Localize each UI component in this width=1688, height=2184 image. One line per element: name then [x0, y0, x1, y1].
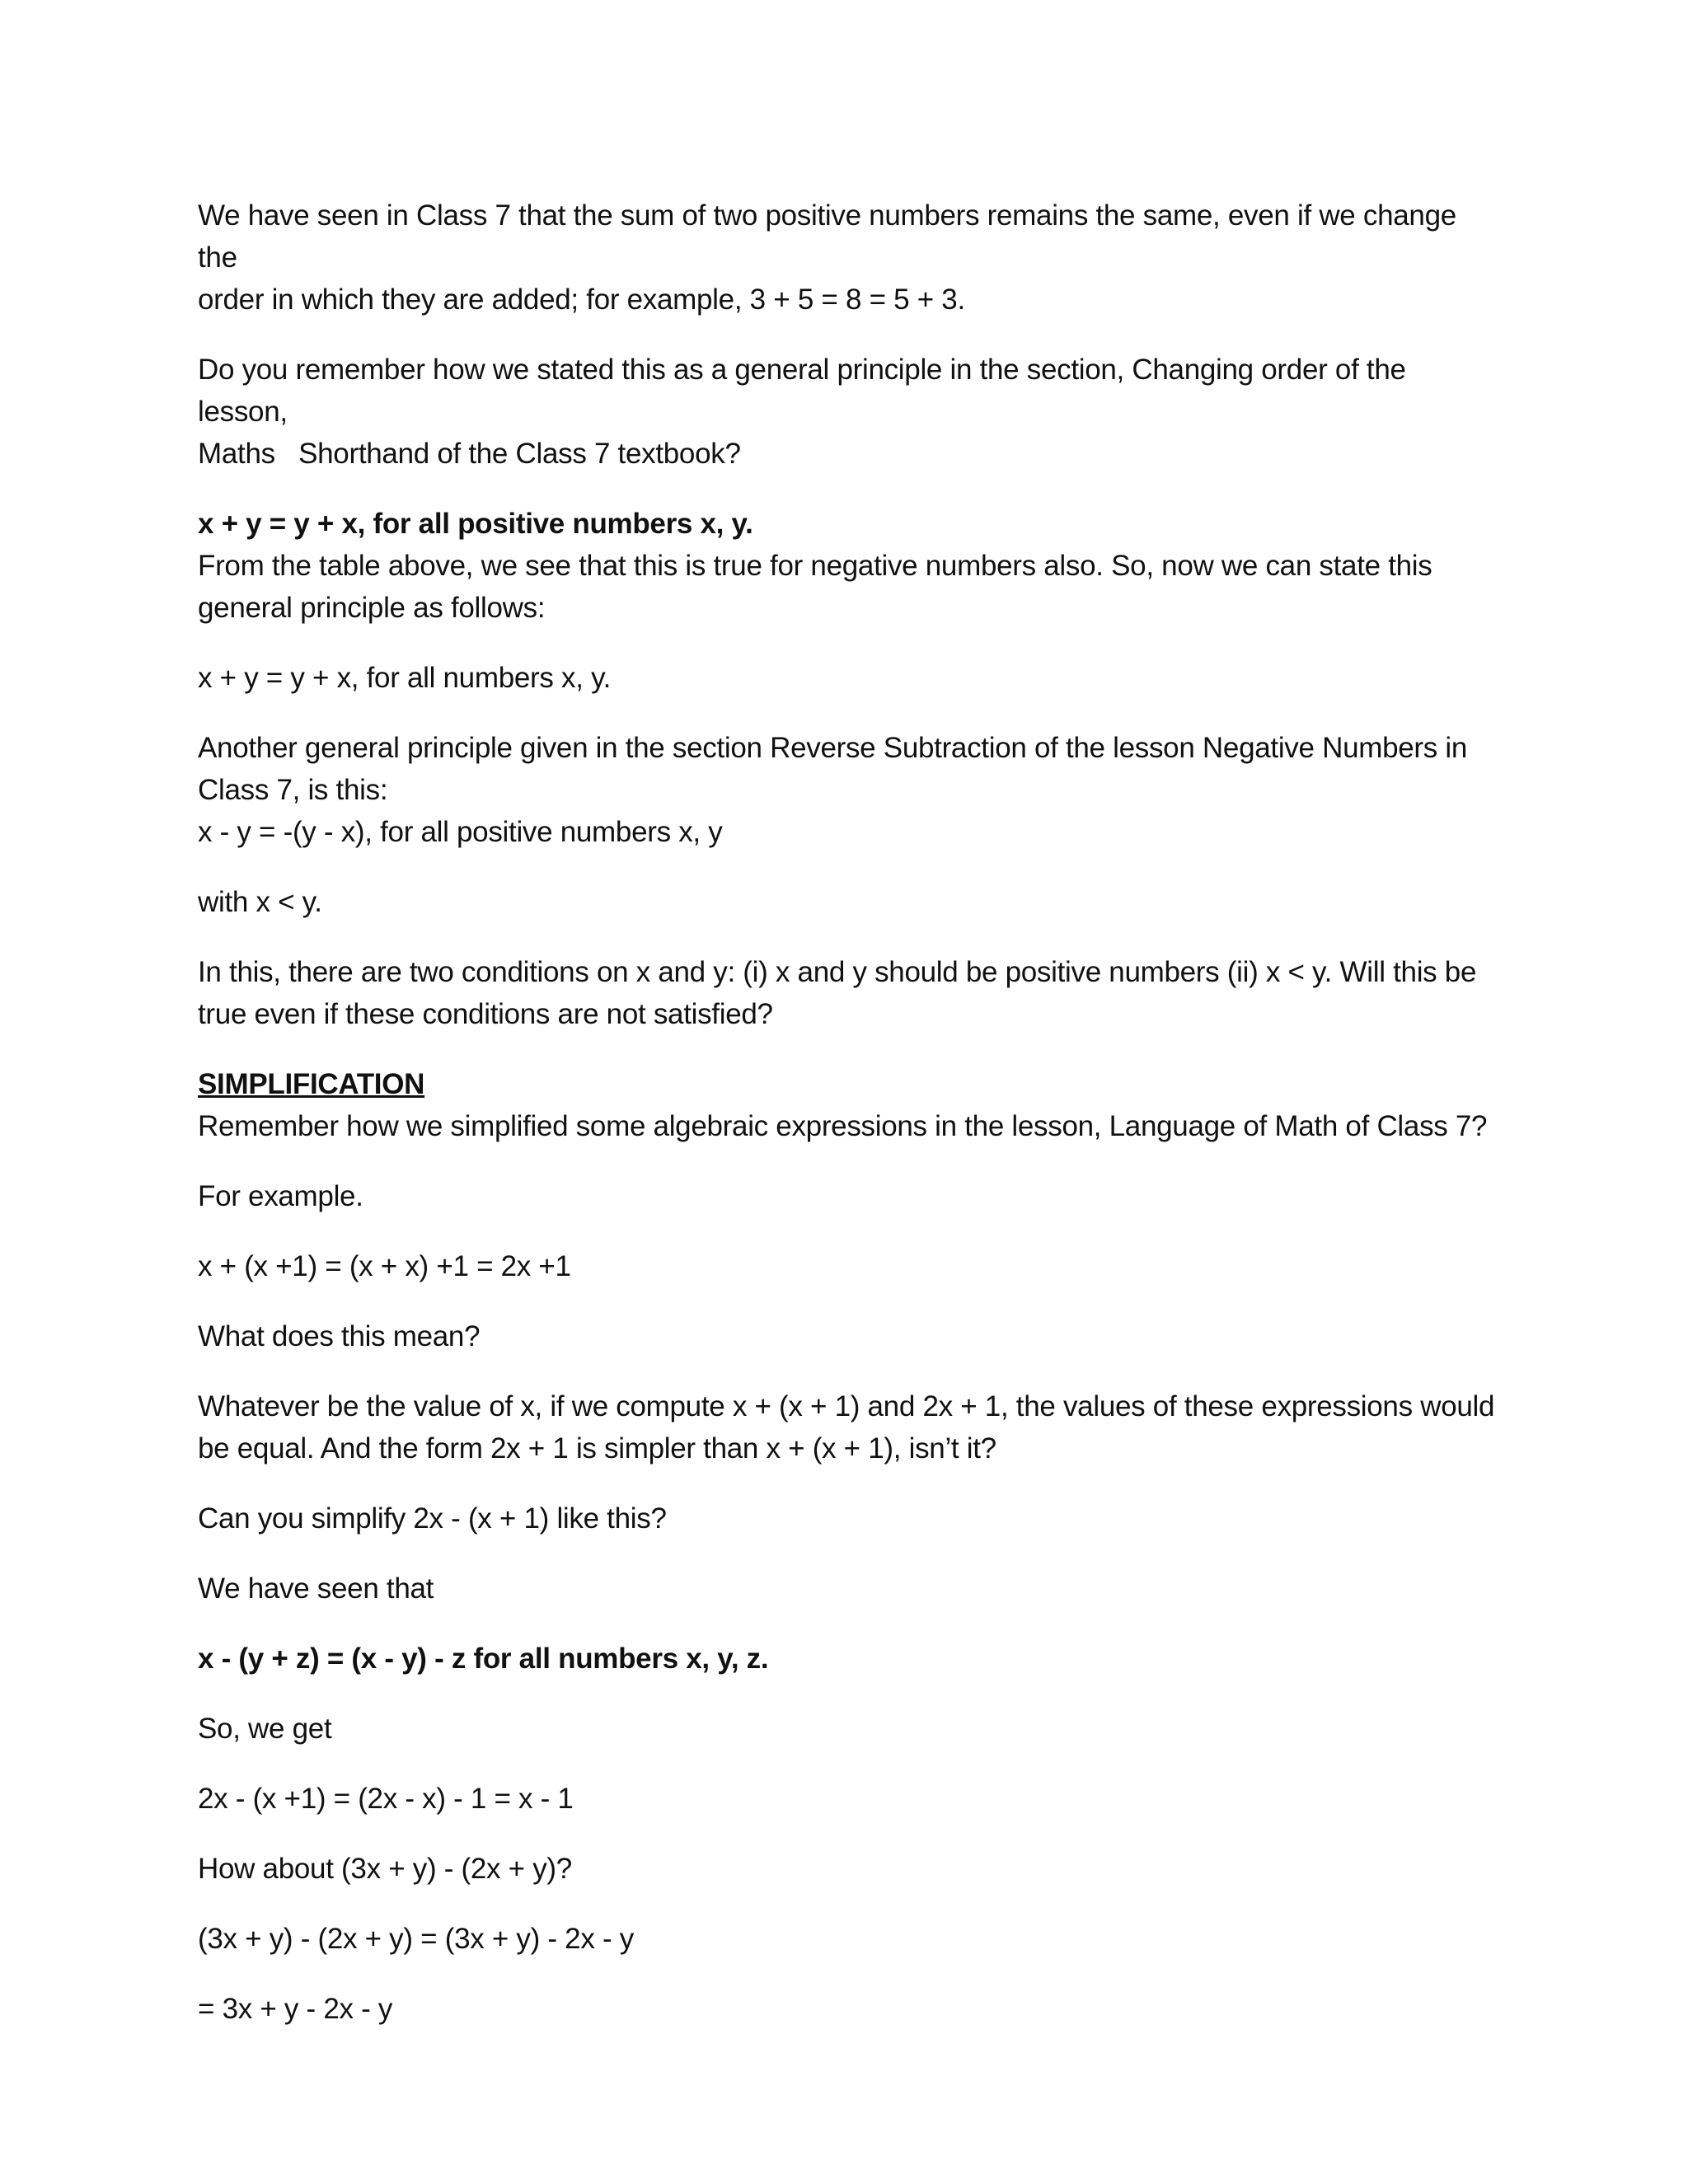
- subtraction-rule: x - (y + z) = (x - y) - z for all numbers x, y, z.: [198, 1643, 769, 1675]
- can-simplify: Can you simplify 2x - (x + 1) like this?: [198, 1502, 667, 1535]
- paragraph-final: [198, 1988, 1500, 2030]
- conditions-line-1: In this, there are two conditions on x and y: (i) x and y should be positive numbers (ii) x < y. Will this be: [198, 956, 1477, 988]
- for-example: For example.: [198, 1180, 363, 1212]
- paragraph-seen-that: [198, 1568, 1500, 1610]
- expansion-line: (3x + y) - (2x + y) = (3x + y) - 2x - y: [198, 1923, 634, 1955]
- whatever-line-1: Whatever be the value of x, if we compute x + (x + 1) and 2x + 1, the values of these expressions would: [198, 1390, 1495, 1422]
- paragraph-principle-all: [198, 657, 1500, 699]
- final-line: = 3x + y - 2x - y: [198, 1993, 393, 2025]
- intro-line-1: We have seen in Class 7 that the sum of two positive numbers remains the same, even if we change the: [198, 199, 1465, 274]
- remember-line-2: Maths Shorthand of the Class 7 textbook?: [198, 438, 741, 470]
- another-line-1: Another general principle given in the section Reverse Subtraction of the lesson Negative Numbers in: [198, 732, 1468, 764]
- paragraph-reverse-subtraction: [198, 727, 1500, 853]
- paragraph-how-about: [198, 1848, 1500, 1890]
- paragraph-remember: [198, 349, 1500, 475]
- table-line-2: general principle as follows:: [198, 592, 546, 624]
- reverse-formula: x - y = -(y - x), for all positive numbers x, y: [198, 816, 723, 848]
- paragraph-whatever: [198, 1385, 1500, 1469]
- paragraph-conditions: [198, 951, 1500, 1035]
- table-line-1: From the table above, we see that this is true for negative numbers also. So, now we can state this: [198, 550, 1432, 582]
- paragraph-expansion: [198, 1918, 1500, 1960]
- paragraph-for-example: [198, 1175, 1500, 1217]
- paragraph-simplification: [198, 1063, 1500, 1147]
- paragraph-example-expr: [198, 1245, 1500, 1287]
- principle-positive-formula: x + y = y + x, for all positive numbers x, y.: [198, 508, 753, 540]
- paragraph-result-expr: [198, 1778, 1500, 1820]
- paragraph-condition: [198, 881, 1500, 923]
- paragraph-subtraction-rule: [198, 1638, 1500, 1680]
- remember-line-1: Do you remember how we stated this as a general principle in the section, Changing order of the lesson,: [198, 354, 1414, 428]
- whatever-line-2: be equal. And the form 2x + 1 is simpler than x + (x + 1), isn’t it?: [198, 1432, 996, 1465]
- intro-line-2: order in which they are added; for example, 3 + 5 = 8 = 5 + 3.: [198, 284, 965, 316]
- seen-that: We have seen that: [198, 1572, 434, 1605]
- result-expression: 2x - (x +1) = (2x - x) - 1 = x - 1: [198, 1783, 574, 1815]
- with-condition: with x < y.: [198, 886, 322, 918]
- paragraph-can-simplify: [198, 1497, 1500, 1540]
- conditions-line-2: true even if these conditions are not satisfied?: [198, 998, 773, 1030]
- document-body: [198, 194, 1500, 2030]
- paragraph-intro: [198, 194, 1500, 321]
- paragraph-so-we-get: [198, 1708, 1500, 1750]
- simplify-intro: Remember how we simplified some algebraic expressions in the lesson, Language of Math of Class 7?: [198, 1110, 1488, 1142]
- so-we-get: So, we get: [198, 1713, 332, 1745]
- how-about: How about (3x + y) - (2x + y)?: [198, 1853, 572, 1885]
- example-expression: x + (x +1) = (x + x) +1 = 2x +1: [198, 1250, 571, 1282]
- paragraph-what-mean: [198, 1315, 1500, 1357]
- what-mean: What does this mean?: [198, 1320, 481, 1352]
- principle-all-formula: x + y = y + x, for all numbers x, y.: [198, 662, 612, 694]
- section-heading: SIMPLIFICATION: [198, 1068, 425, 1100]
- another-line-2: Class 7, is this:: [198, 774, 388, 806]
- paragraph-principle-positive: [198, 503, 1500, 629]
